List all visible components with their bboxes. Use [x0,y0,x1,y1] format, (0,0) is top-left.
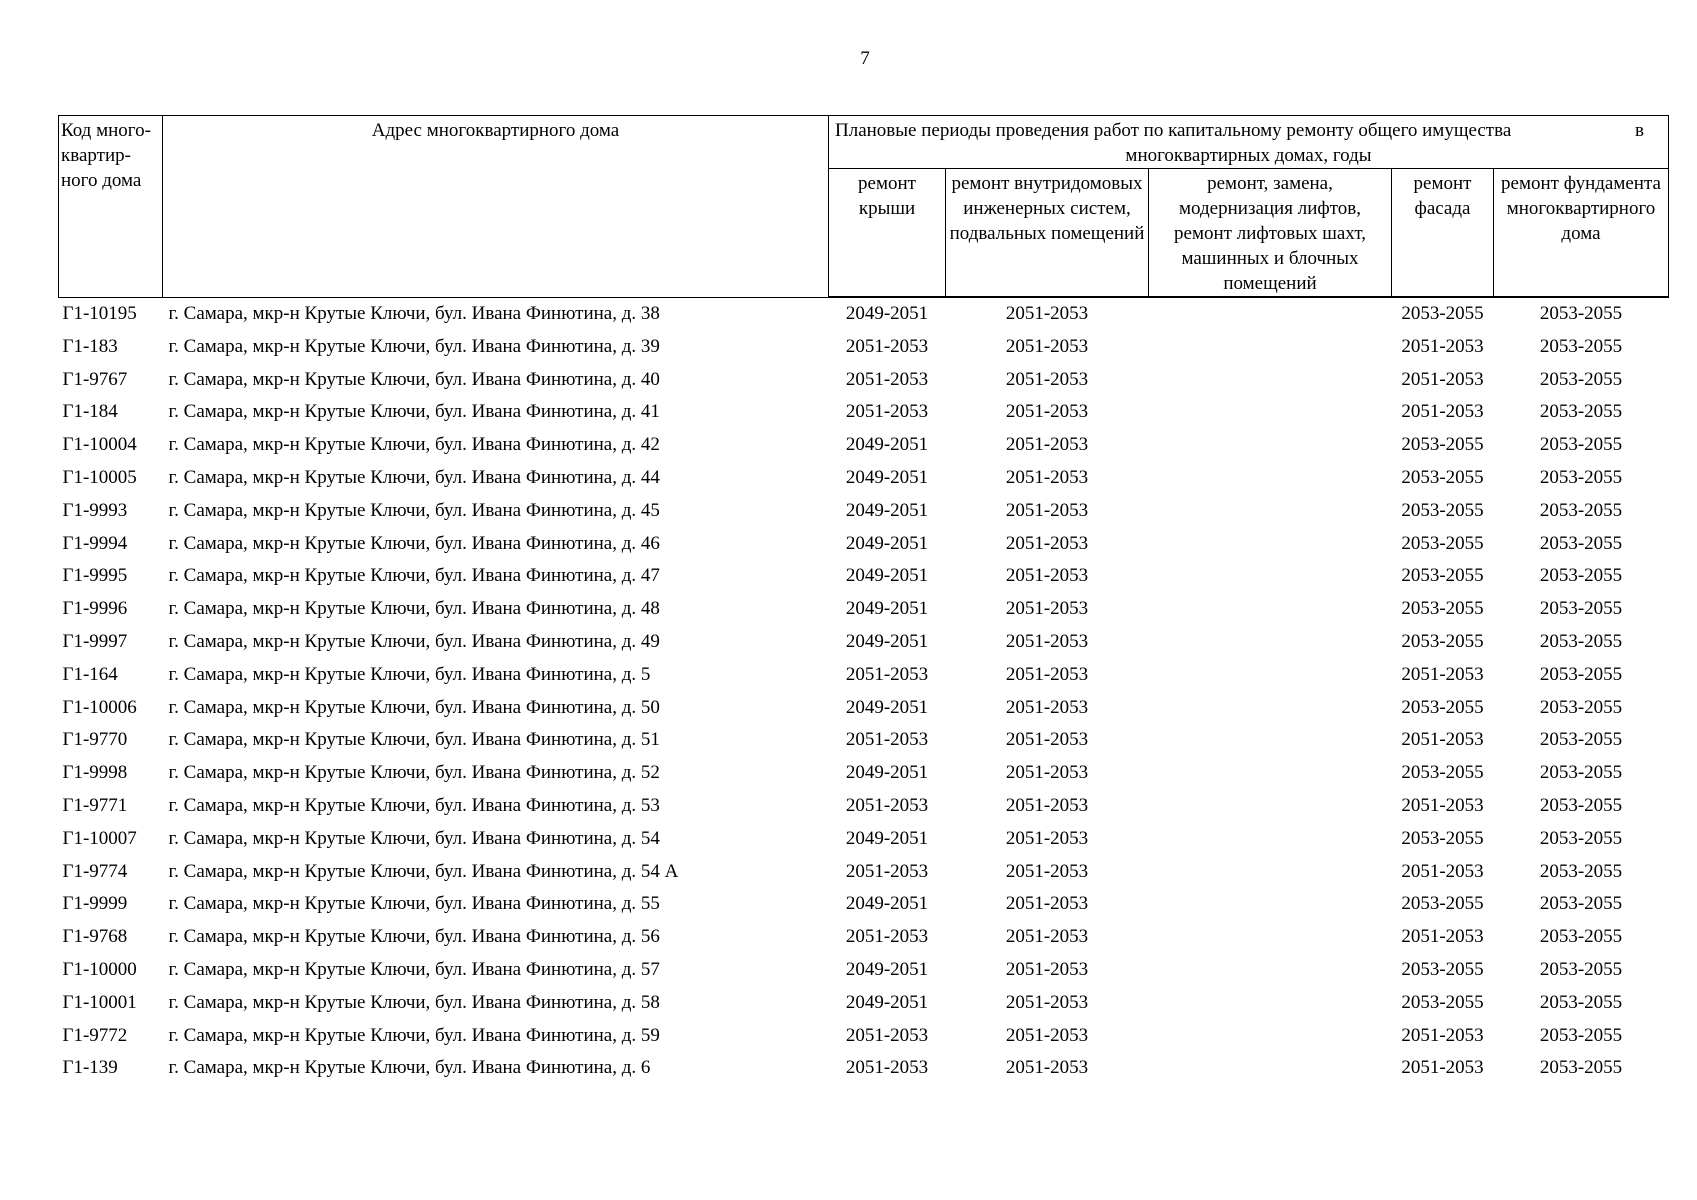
cell-foundation: 2053-2055 [1539,303,1623,324]
cell-code: Г1-9767 [62,368,128,390]
cell-roof: 2051-2053 [845,401,929,423]
table-row [59,954,1669,987]
cell-code: Г1-10004 [62,434,137,456]
cell-facade: 2053-2055 [1401,696,1484,718]
cell-code: Г1-10005 [62,466,137,488]
cell-lift [1149,593,1392,626]
table-row [59,364,1669,397]
cell-address: г. Самара, мкр-н Крутые Ключи, бул. Ивана Финютина, д. 54 А [168,860,679,882]
table-row [59,888,1669,921]
cell-code: Г1-10006 [62,696,137,718]
header-address: Адрес многоквартирного дома [163,116,829,298]
cell-code: Г1-9774 [62,860,128,882]
cell-foundation: 2053-2055 [1539,827,1623,849]
table-row [59,659,1669,692]
cell-facade: 2051-2053 [1401,926,1484,948]
cell-foundation: 2053-2055 [1539,598,1623,620]
cell-foundation: 2053-2055 [1539,794,1623,816]
table-row [59,528,1669,561]
cell-facade: 2051-2053 [1401,401,1484,423]
cell-facade: 2051-2053 [1401,368,1484,390]
cell-engineering: 2051-2053 [1005,729,1089,751]
cell-facade: 2051-2053 [1401,860,1484,882]
cell-code: Г1-10000 [62,958,137,980]
cell-facade: 2053-2055 [1401,499,1484,521]
cell-engineering: 2051-2053 [1005,401,1089,423]
cell-address: г. Самара, мкр-н Крутые Ключи, бул. Ивана Финютина, д. 56 [168,926,660,948]
cell-address: г. Самара, мкр-н Крутые Ключи, бул. Ивана Финютина, д. 49 [168,630,660,652]
cell-lift [1149,297,1392,331]
cell-lift [1149,495,1392,528]
cell-address: г. Самара, мкр-н Крутые Ключи, бул. Ивана Финютина, д. 38 [168,302,660,324]
cell-foundation: 2053-2055 [1539,466,1623,488]
table-row [59,396,1669,429]
cell-engineering: 2051-2053 [1005,565,1089,587]
cell-lift [1149,626,1392,659]
cell-lift [1149,1052,1392,1085]
cell-address: г. Самара, мкр-н Крутые Ключи, бул. Ивана Финютина, д. 54 [168,827,660,849]
cell-roof: 2049-2051 [845,598,929,620]
cell-lift [1149,823,1392,856]
cell-engineering: 2051-2053 [1005,598,1089,620]
cell-roof: 2049-2051 [845,303,929,324]
table-row [59,724,1669,757]
cell-code: Г1-9999 [62,893,128,915]
cell-lift [1149,659,1392,692]
cell-lift [1149,888,1392,921]
table-row [59,757,1669,790]
cell-code: Г1-10001 [62,991,137,1013]
header-code: Код много-квартир-ного дома [59,116,163,298]
cell-code: Г1-9771 [62,794,128,816]
cell-engineering: 2051-2053 [1005,1024,1089,1046]
cell-lift [1149,790,1392,823]
cell-facade: 2053-2055 [1401,466,1484,488]
cell-facade: 2051-2053 [1401,663,1484,685]
header-foundation: ремонт фундамента многоквартирного дома [1494,169,1669,298]
cell-code: Г1-184 [62,401,118,423]
table-row [59,331,1669,364]
header-lift: ремонт, замена, модернизация лифтов, ремонт лифтовых шахт, машинных и блочных помещений [1149,169,1392,298]
cell-foundation: 2053-2055 [1539,762,1623,784]
cell-foundation: 2053-2055 [1539,729,1623,751]
cell-lift [1149,921,1392,954]
cell-roof: 2049-2051 [845,762,929,784]
cell-facade: 2051-2053 [1401,1024,1484,1046]
cell-code: Г1-9997 [62,630,128,652]
cell-roof: 2049-2051 [845,893,929,915]
cell-foundation: 2053-2055 [1539,893,1623,915]
cell-lift [1149,396,1392,429]
table-row [59,297,1669,331]
header-group-line1: Плановые периоды проведения работ по капитальному ремонту общего имущества [835,120,1512,141]
cell-facade: 2051-2053 [1401,729,1484,751]
cell-roof: 2051-2053 [845,926,929,948]
cell-lift [1149,954,1392,987]
header-group-line1-tail: в [1635,120,1644,141]
cell-engineering: 2051-2053 [1005,303,1089,324]
cell-roof: 2049-2051 [845,499,929,521]
table-row [59,1020,1669,1053]
cell-engineering: 2051-2053 [1005,630,1089,652]
cell-address: г. Самара, мкр-н Крутые Ключи, бул. Ивана Финютина, д. 5 [168,663,651,685]
cell-code: Г1-183 [62,335,118,357]
table-row [59,823,1669,856]
table-row [59,790,1669,823]
cell-code: Г1-9998 [62,762,128,784]
cell-foundation: 2053-2055 [1539,434,1623,456]
table-row [59,495,1669,528]
cell-engineering: 2051-2053 [1005,335,1089,357]
cell-facade: 2053-2055 [1401,762,1484,784]
cell-foundation: 2053-2055 [1539,926,1623,948]
table-body [59,297,1669,1085]
cell-lift [1149,987,1392,1020]
cell-lift [1149,856,1392,889]
cell-roof: 2051-2053 [845,860,929,882]
cell-facade: 2051-2053 [1401,794,1484,816]
cell-facade: 2053-2055 [1401,827,1484,849]
table-row [59,560,1669,593]
table-row [59,593,1669,626]
table-row [59,626,1669,659]
cell-engineering: 2051-2053 [1005,466,1089,488]
cell-address: г. Самара, мкр-н Крутые Ключи, бул. Ивана Финютина, д. 52 [168,762,660,784]
cell-code: Г1-10007 [62,827,137,849]
capital-repair-table [58,115,1669,1085]
cell-code: Г1-9768 [62,926,128,948]
cell-engineering: 2051-2053 [1005,860,1089,882]
cell-foundation: 2053-2055 [1539,991,1623,1013]
cell-engineering: 2051-2053 [1005,893,1089,915]
cell-lift [1149,364,1392,397]
cell-engineering: 2051-2053 [1005,499,1089,521]
cell-foundation: 2053-2055 [1539,630,1623,652]
cell-address: г. Самара, мкр-н Крутые Ключи, бул. Ивана Финютина, д. 41 [168,401,660,423]
cell-roof: 2049-2051 [845,434,929,456]
cell-engineering: 2051-2053 [1005,991,1089,1013]
cell-roof: 2049-2051 [845,532,929,554]
header-group-line2: многоквартирных домах, годы [1125,145,1372,166]
table-row [59,921,1669,954]
cell-foundation: 2053-2055 [1539,860,1623,882]
cell-facade: 2053-2055 [1401,532,1484,554]
cell-lift [1149,724,1392,757]
cell-foundation: 2053-2055 [1539,696,1623,718]
cell-code: Г1-10195 [62,302,137,324]
cell-lift [1149,462,1392,495]
header-facade: ремонт фасада [1392,169,1494,298]
cell-address: г. Самара, мкр-н Крутые Ключи, бул. Ивана Финютина, д. 6 [168,1057,651,1079]
cell-facade: 2053-2055 [1401,598,1484,620]
cell-address: г. Самара, мкр-н Крутые Ключи, бул. Ивана Финютина, д. 46 [168,532,660,554]
cell-address: г. Самара, мкр-н Крутые Ключи, бул. Ивана Финютина, д. 47 [168,565,660,587]
cell-address: г. Самара, мкр-н Крутые Ключи, бул. Ивана Финютина, д. 39 [168,335,660,357]
cell-facade: 2051-2053 [1401,1057,1484,1079]
table-header [59,116,1669,298]
cell-foundation: 2053-2055 [1539,499,1623,521]
table-row [59,1052,1669,1085]
cell-roof: 2051-2053 [845,1024,929,1046]
cell-roof: 2049-2051 [845,827,929,849]
cell-facade: 2051-2053 [1401,335,1484,357]
cell-address: г. Самара, мкр-н Крутые Ключи, бул. Ивана Финютина, д. 42 [168,434,660,456]
header-roof: ремонт крыши [829,169,946,298]
cell-foundation: 2053-2055 [1539,1057,1623,1079]
cell-code: Г1-139 [62,1057,118,1079]
cell-foundation: 2053-2055 [1539,335,1623,357]
cell-foundation: 2053-2055 [1539,532,1623,554]
cell-roof: 2051-2053 [845,663,929,685]
cell-address: г. Самара, мкр-н Крутые Ключи, бул. Ивана Финютина, д. 48 [168,598,660,620]
cell-code: Г1-9996 [62,598,128,620]
header-planned-periods [829,116,1669,169]
cell-code: Г1-9993 [62,499,128,521]
cell-lift [1149,528,1392,561]
cell-lift [1149,1020,1392,1053]
cell-engineering: 2051-2053 [1005,434,1089,456]
cell-lift [1149,331,1392,364]
cell-code: Г1-9772 [62,1024,128,1046]
cell-lift [1149,692,1392,725]
cell-lift [1149,429,1392,462]
cell-foundation: 2053-2055 [1539,958,1623,980]
cell-engineering: 2051-2053 [1005,1057,1089,1079]
cell-engineering: 2051-2053 [1005,762,1089,784]
cell-address: г. Самара, мкр-н Крутые Ключи, бул. Ивана Финютина, д. 57 [168,958,660,980]
cell-roof: 2049-2051 [845,565,929,587]
cell-roof: 2051-2053 [845,368,929,390]
cell-roof: 2049-2051 [845,466,929,488]
cell-roof: 2051-2053 [845,794,929,816]
cell-address: г. Самара, мкр-н Крутые Ключи, бул. Ивана Финютина, д. 44 [168,466,660,488]
cell-roof: 2051-2053 [845,1057,929,1079]
page-number: 7 [860,48,870,69]
cell-address: г. Самара, мкр-н Крутые Ключи, бул. Ивана Финютина, д. 59 [168,1024,660,1046]
cell-foundation: 2053-2055 [1539,368,1623,390]
cell-roof: 2051-2053 [845,729,929,751]
cell-engineering: 2051-2053 [1005,663,1089,685]
cell-roof: 2049-2051 [845,991,929,1013]
cell-facade: 2053-2055 [1401,303,1484,324]
cell-roof: 2051-2053 [845,335,929,357]
cell-facade: 2053-2055 [1401,565,1484,587]
table-row [59,429,1669,462]
cell-lift [1149,560,1392,593]
cell-foundation: 2053-2055 [1539,1024,1623,1046]
cell-engineering: 2051-2053 [1005,368,1089,390]
table-row [59,692,1669,725]
cell-address: г. Самара, мкр-н Крутые Ключи, бул. Ивана Финютина, д. 50 [168,696,660,718]
cell-address: г. Самара, мкр-н Крутые Ключи, бул. Ивана Финютина, д. 55 [168,893,660,915]
cell-engineering: 2051-2053 [1005,532,1089,554]
cell-facade: 2053-2055 [1401,991,1484,1013]
cell-foundation: 2053-2055 [1539,401,1623,423]
cell-foundation: 2053-2055 [1539,663,1623,685]
cell-roof: 2049-2051 [845,630,929,652]
cell-address: г. Самара, мкр-н Крутые Ключи, бул. Ивана Финютина, д. 40 [168,368,660,390]
table-row [59,987,1669,1020]
cell-facade: 2053-2055 [1401,630,1484,652]
cell-lift [1149,757,1392,790]
cell-engineering: 2051-2053 [1005,958,1089,980]
cell-address: г. Самара, мкр-н Крутые Ключи, бул. Ивана Финютина, д. 58 [168,991,660,1013]
cell-address: г. Самара, мкр-н Крутые Ключи, бул. Ивана Финютина, д. 53 [168,794,660,816]
cell-engineering: 2051-2053 [1005,696,1089,718]
header-engineering: ремонт внутридомовых инженерных систем, подвальных помещений [946,169,1149,298]
cell-address: г. Самара, мкр-н Крутые Ключи, бул. Ивана Финютина, д. 51 [168,729,660,751]
table-row [59,856,1669,889]
cell-code: Г1-9770 [62,729,128,751]
cell-address: г. Самара, мкр-н Крутые Ключи, бул. Ивана Финютина, д. 45 [168,499,660,521]
cell-foundation: 2053-2055 [1539,565,1623,587]
cell-facade: 2053-2055 [1401,434,1484,456]
cell-code: Г1-164 [62,663,118,685]
cell-code: Г1-9995 [62,565,128,587]
cell-engineering: 2051-2053 [1005,827,1089,849]
cell-facade: 2053-2055 [1401,958,1484,980]
cell-code: Г1-9994 [62,532,128,554]
cell-engineering: 2051-2053 [1005,794,1089,816]
cell-facade: 2053-2055 [1401,893,1484,915]
cell-engineering: 2051-2053 [1005,926,1089,948]
cell-roof: 2049-2051 [845,696,929,718]
table-row [59,462,1669,495]
cell-roof: 2049-2051 [845,958,929,980]
